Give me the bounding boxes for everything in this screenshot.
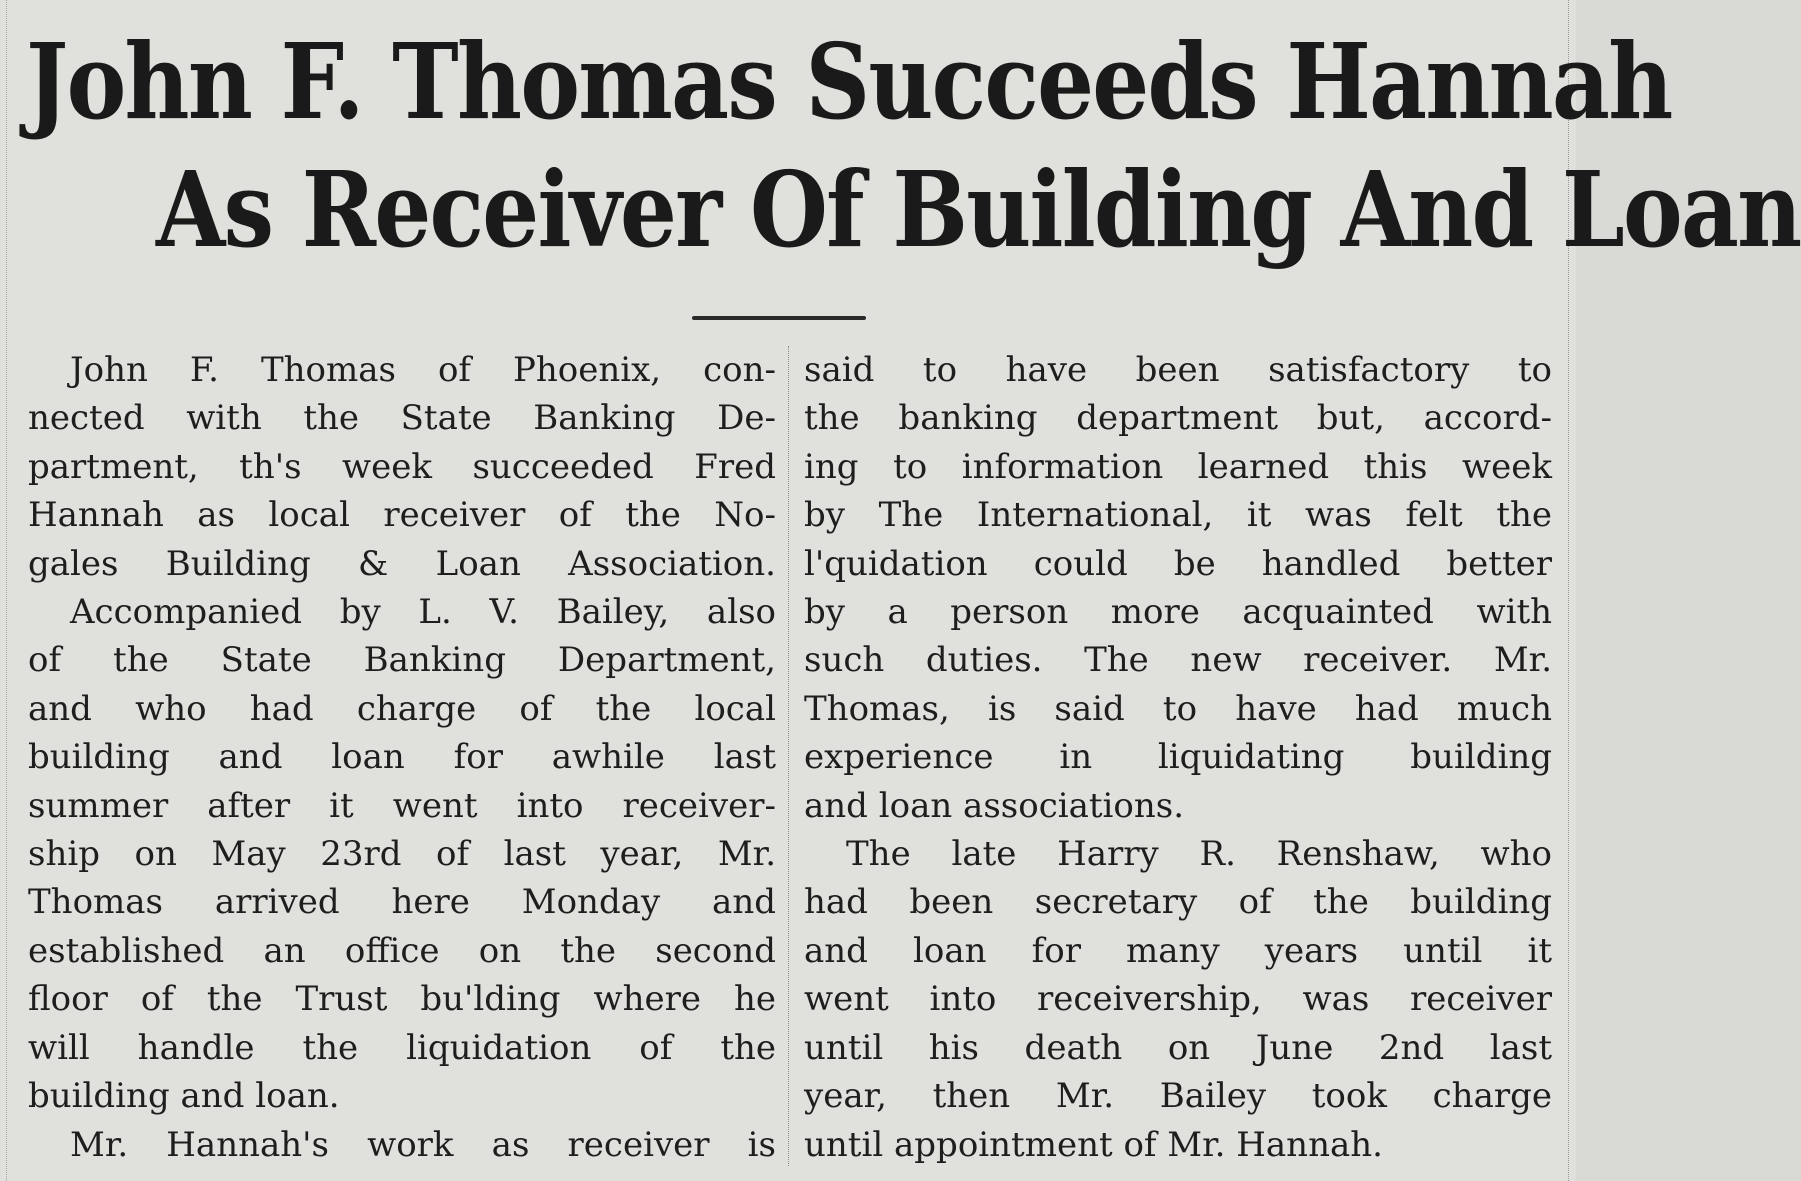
- left-edge-mark: [6, 0, 8, 1181]
- text-line: by The International, it was felt the: [804, 495, 1552, 536]
- text-line: of the State Banking Department,: [28, 640, 776, 681]
- text-line: went into receivership, was receiver: [804, 979, 1552, 1020]
- text-line: experience in liquidating building: [804, 737, 1552, 778]
- text-line: Accompanied by L. V. Bailey, also: [70, 592, 776, 633]
- headline-line-1: John F. Thomas Succeeds Hannah: [26, 20, 1672, 143]
- article-column-left: [28, 346, 776, 1169]
- text-line: by a person more acquainted with: [804, 592, 1552, 633]
- text-line: said to have been satisfactory to: [804, 350, 1552, 390]
- text-line: floor of the Trust bu'lding where he: [28, 979, 776, 1020]
- text-line: until appointment of Mr. Hannah.: [804, 1124, 1383, 1165]
- text-line: summer after it went into receiver-: [28, 785, 776, 826]
- text-line: Thomas, is said to have had much: [804, 688, 1552, 729]
- text-line: l'quidation could be handled better: [804, 543, 1552, 584]
- text-line: the banking department but, accord-: [804, 398, 1552, 439]
- text-line: Hannah as local receiver of the No-: [28, 495, 776, 536]
- text-line: ship on May 23rd of last year, Mr.: [28, 834, 776, 875]
- text-line: and loan for many years until it: [804, 930, 1552, 971]
- text-line: building and loan for awhile last: [28, 737, 776, 778]
- text-line: and loan associations.: [804, 785, 1185, 826]
- text-line: established an office on the second: [28, 930, 776, 971]
- text-line: partment, th's week succeeded Fred: [28, 446, 776, 487]
- article-column-right: [804, 346, 1552, 1169]
- text-line: will handle the liquidation of the: [28, 1027, 776, 1068]
- headline-line-2: As Receiver Of Building And Loan: [156, 148, 1801, 271]
- text-line: Thomas arrived here Monday and: [28, 882, 776, 923]
- text-line: The late Harry R. Renshaw, who: [846, 834, 1552, 875]
- text-line: John F. Thomas of Phoenix, con-: [70, 350, 776, 390]
- text-line: had been secretary of the building: [804, 882, 1552, 923]
- text-line: year, then Mr. Bailey took charge: [804, 1076, 1552, 1117]
- text-line: gales Building & Loan Association.: [28, 543, 776, 584]
- text-line: Mr. Hannah's work as receiver is: [70, 1124, 776, 1165]
- text-line: such duties. The new receiver. Mr.: [804, 640, 1552, 681]
- text-line: nected with the State Banking De-: [28, 398, 776, 439]
- text-line: and who had charge of the local: [28, 688, 776, 729]
- text-line: ing to information learned this week: [804, 446, 1552, 487]
- headline-divider-rule: [692, 316, 866, 320]
- column-divider: [788, 346, 790, 1166]
- text-line: building and loan.: [28, 1076, 340, 1117]
- text-line: until his death on June 2nd last: [804, 1027, 1552, 1068]
